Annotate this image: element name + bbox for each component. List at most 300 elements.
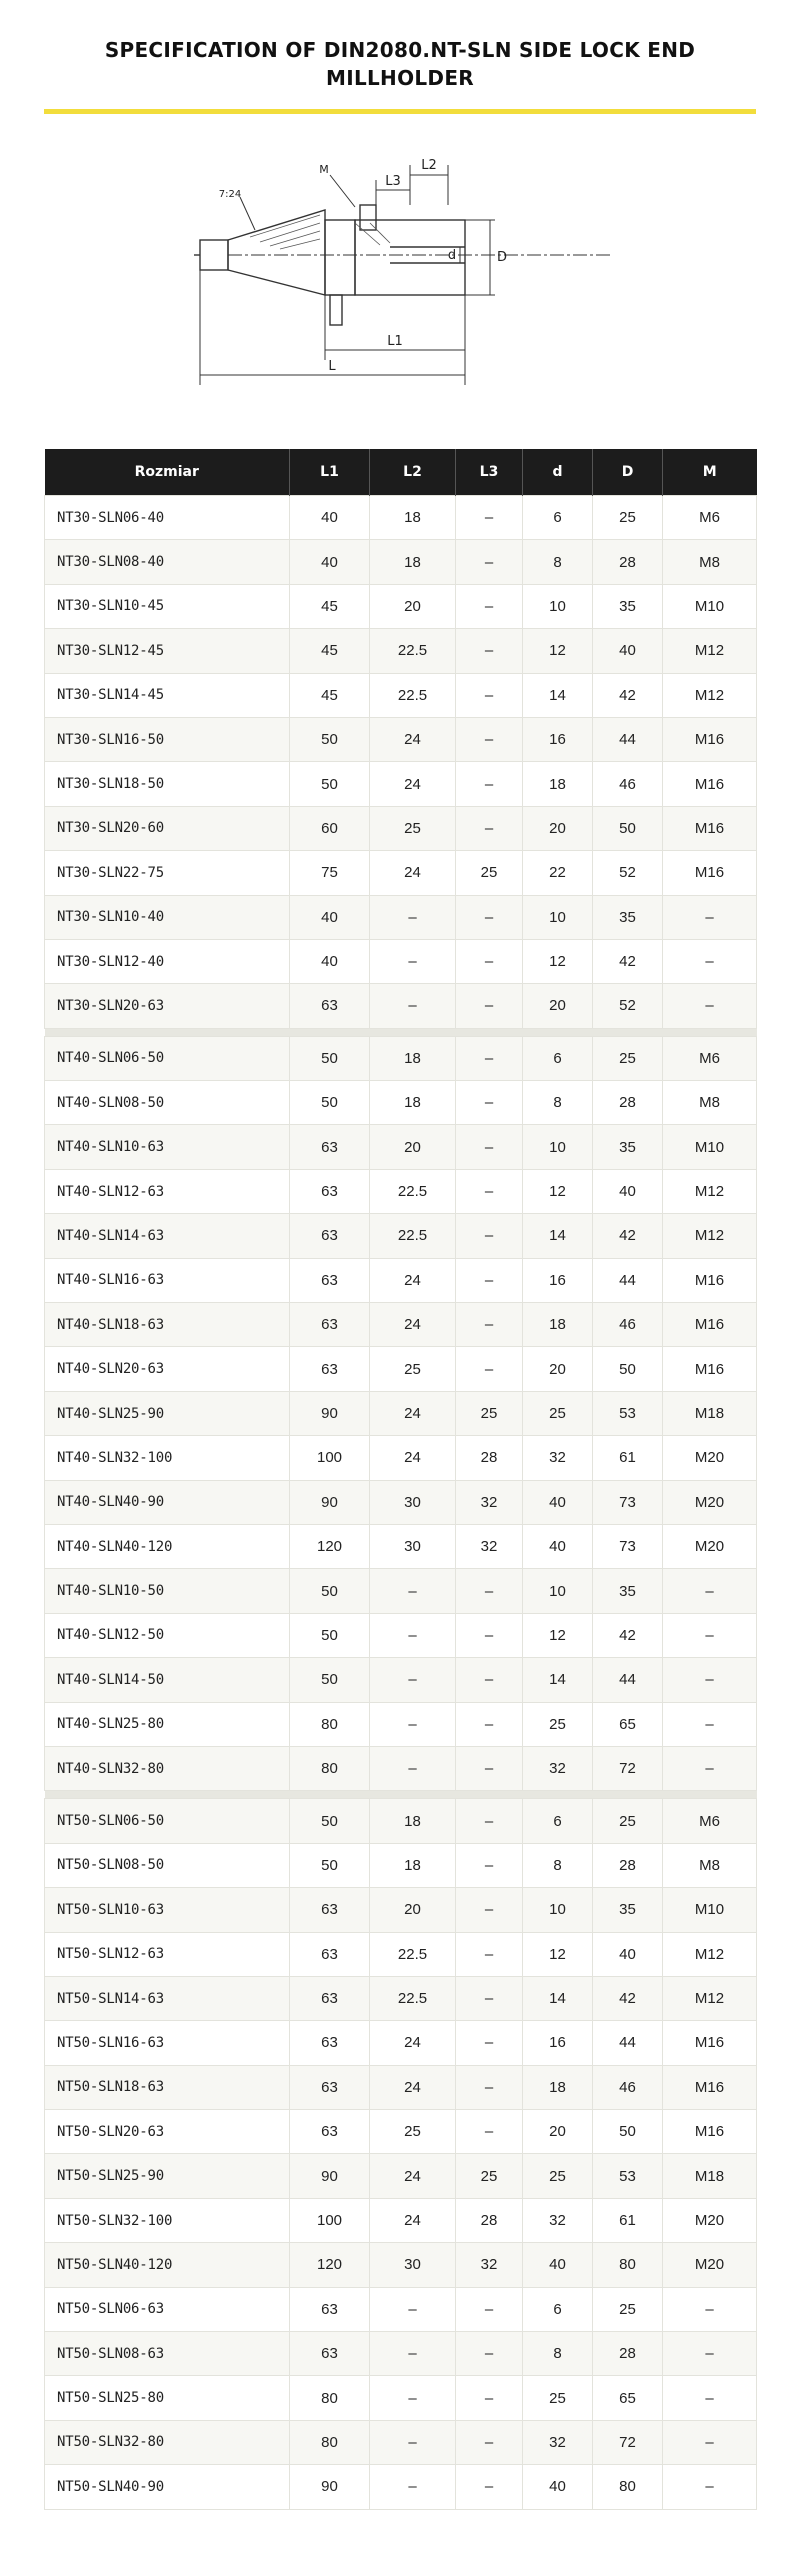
cell-d: 20 bbox=[523, 984, 593, 1028]
cell-m: M12 bbox=[663, 1214, 757, 1258]
cell-size: NT30-SLN08-40 bbox=[45, 540, 290, 584]
cell-size: NT50-SLN14-63 bbox=[45, 1976, 290, 2020]
cell-l3: – bbox=[456, 1613, 523, 1657]
cell-l3: 28 bbox=[456, 2198, 523, 2242]
cell-m: M16 bbox=[663, 851, 757, 895]
cell-D: 72 bbox=[593, 2420, 663, 2464]
cell-l1: 45 bbox=[290, 673, 370, 717]
cell-size: NT40-SLN12-63 bbox=[45, 1169, 290, 1213]
cell-l1: 120 bbox=[290, 1524, 370, 1568]
cell-m: M20 bbox=[663, 1480, 757, 1524]
cell-size: NT50-SLN16-63 bbox=[45, 2021, 290, 2065]
cell-l3: – bbox=[456, 1258, 523, 1302]
cell-l3: – bbox=[456, 2420, 523, 2464]
cell-D: 40 bbox=[593, 1169, 663, 1213]
cell-l2: 24 bbox=[370, 1303, 456, 1347]
cell-l2: – bbox=[370, 1613, 456, 1657]
drawing-label-m: M bbox=[319, 163, 329, 176]
cell-l1: 63 bbox=[290, 1347, 370, 1391]
cell-l3: – bbox=[456, 984, 523, 1028]
cell-l2: 24 bbox=[370, 1391, 456, 1435]
cell-D: 35 bbox=[593, 584, 663, 628]
table-row bbox=[45, 806, 757, 850]
cell-d: 6 bbox=[523, 496, 593, 540]
cell-l3: – bbox=[456, 1658, 523, 1702]
cell-D: 25 bbox=[593, 496, 663, 540]
cell-D: 65 bbox=[593, 1702, 663, 1746]
cell-l1: 63 bbox=[290, 2332, 370, 2376]
table-row bbox=[45, 1658, 757, 1702]
cell-m: – bbox=[663, 984, 757, 1028]
cell-d: 40 bbox=[523, 1524, 593, 1568]
cell-l3: 25 bbox=[456, 851, 523, 895]
cell-l2: 22.5 bbox=[370, 1932, 456, 1976]
cell-m: – bbox=[663, 895, 757, 939]
cell-size: NT40-SLN10-50 bbox=[45, 1569, 290, 1613]
cell-l1: 50 bbox=[290, 1613, 370, 1657]
cell-size: NT50-SLN20-63 bbox=[45, 2110, 290, 2154]
cell-m: – bbox=[663, 2465, 757, 2509]
table-row bbox=[45, 1569, 757, 1613]
cell-l2: 18 bbox=[370, 1799, 456, 1843]
table-row bbox=[45, 1613, 757, 1657]
cell-size: NT50-SLN32-100 bbox=[45, 2198, 290, 2242]
cell-m: – bbox=[663, 1658, 757, 1702]
cell-size: NT30-SLN18-50 bbox=[45, 762, 290, 806]
cell-size: NT50-SLN40-120 bbox=[45, 2243, 290, 2287]
cell-size: NT50-SLN40-90 bbox=[45, 2465, 290, 2509]
cell-l2: – bbox=[370, 1746, 456, 1790]
cell-l1: 63 bbox=[290, 2065, 370, 2109]
cell-m: M16 bbox=[663, 1347, 757, 1391]
cell-l3: – bbox=[456, 1569, 523, 1613]
group-separator bbox=[45, 1028, 757, 1036]
cell-l1: 120 bbox=[290, 2243, 370, 2287]
cell-m: M10 bbox=[663, 1125, 757, 1169]
cell-d: 12 bbox=[523, 1932, 593, 1976]
cell-size: NT40-SLN40-120 bbox=[45, 1524, 290, 1568]
cell-size: NT50-SLN06-63 bbox=[45, 2287, 290, 2331]
cell-D: 73 bbox=[593, 1480, 663, 1524]
cell-m: M18 bbox=[663, 1391, 757, 1435]
cell-d: 18 bbox=[523, 2065, 593, 2109]
drawing-label-l1: L1 bbox=[387, 334, 403, 349]
cell-d: 8 bbox=[523, 540, 593, 584]
cell-d: 12 bbox=[523, 1169, 593, 1213]
cell-d: 25 bbox=[523, 2376, 593, 2420]
cell-l2: – bbox=[370, 1658, 456, 1702]
cell-D: 44 bbox=[593, 1658, 663, 1702]
cell-l1: 45 bbox=[290, 629, 370, 673]
drawing-label-l: L bbox=[328, 359, 336, 374]
cell-l2: – bbox=[370, 2465, 456, 2509]
cell-size: NT40-SLN20-63 bbox=[45, 1347, 290, 1391]
cell-l2: 18 bbox=[370, 496, 456, 540]
cell-l2: – bbox=[370, 2376, 456, 2420]
cell-l1: 63 bbox=[290, 1932, 370, 1976]
cell-l3: – bbox=[456, 1799, 523, 1843]
cell-size: NT30-SLN10-45 bbox=[45, 584, 290, 628]
table-row bbox=[45, 895, 757, 939]
cell-m: M6 bbox=[663, 1036, 757, 1080]
cell-size: NT50-SLN06-50 bbox=[45, 1799, 290, 1843]
table-row bbox=[45, 1036, 757, 1080]
cell-l2: 30 bbox=[370, 1524, 456, 1568]
cell-D: 50 bbox=[593, 2110, 663, 2154]
table-row bbox=[45, 2154, 757, 2198]
cell-D: 61 bbox=[593, 2198, 663, 2242]
cell-l1: 50 bbox=[290, 1843, 370, 1887]
table-row bbox=[45, 540, 757, 584]
table-row bbox=[45, 1214, 757, 1258]
table-row bbox=[45, 2465, 757, 2509]
cell-l1: 63 bbox=[290, 1214, 370, 1258]
cell-m: – bbox=[663, 2287, 757, 2331]
cell-m: – bbox=[663, 2376, 757, 2420]
cell-D: 61 bbox=[593, 1436, 663, 1480]
cell-D: 42 bbox=[593, 1214, 663, 1258]
cell-size: NT50-SLN18-63 bbox=[45, 2065, 290, 2109]
table-body bbox=[45, 496, 757, 2510]
cell-l2: 24 bbox=[370, 762, 456, 806]
cell-d: 22 bbox=[523, 851, 593, 895]
cell-D: 25 bbox=[593, 1036, 663, 1080]
drawing-flange bbox=[200, 240, 228, 270]
cell-m: M12 bbox=[663, 673, 757, 717]
cell-d: 16 bbox=[523, 2021, 593, 2065]
cell-l3: 32 bbox=[456, 1524, 523, 1568]
cell-l2: – bbox=[370, 2287, 456, 2331]
cell-d: 32 bbox=[523, 2198, 593, 2242]
cell-l1: 75 bbox=[290, 851, 370, 895]
cell-D: 42 bbox=[593, 673, 663, 717]
table-row bbox=[45, 1799, 757, 1843]
table-row bbox=[45, 1303, 757, 1347]
cell-l2: 24 bbox=[370, 2065, 456, 2109]
cell-l3: – bbox=[456, 762, 523, 806]
cell-size: NT40-SLN32-100 bbox=[45, 1436, 290, 1480]
drawing-taper bbox=[228, 210, 325, 295]
cell-d: 25 bbox=[523, 1391, 593, 1435]
cell-l2: 20 bbox=[370, 584, 456, 628]
cell-m: M18 bbox=[663, 2154, 757, 2198]
cell-l3: – bbox=[456, 629, 523, 673]
table-row bbox=[45, 939, 757, 983]
cell-m: M12 bbox=[663, 629, 757, 673]
cell-D: 28 bbox=[593, 1843, 663, 1887]
cell-m: M20 bbox=[663, 1436, 757, 1480]
cell-d: 8 bbox=[523, 1081, 593, 1125]
cell-l3: – bbox=[456, 584, 523, 628]
cell-D: 52 bbox=[593, 851, 663, 895]
header-d: d bbox=[523, 449, 593, 496]
cell-m: M16 bbox=[663, 2110, 757, 2154]
cell-D: 35 bbox=[593, 1569, 663, 1613]
cell-l3: – bbox=[456, 1214, 523, 1258]
table-row bbox=[45, 629, 757, 673]
cell-d: 10 bbox=[523, 1125, 593, 1169]
cell-D: 35 bbox=[593, 1125, 663, 1169]
table-row bbox=[45, 762, 757, 806]
cell-l3: – bbox=[456, 1036, 523, 1080]
cell-D: 42 bbox=[593, 1976, 663, 2020]
cell-l2: 24 bbox=[370, 851, 456, 895]
cell-l2: – bbox=[370, 895, 456, 939]
cell-m: M16 bbox=[663, 2065, 757, 2109]
cell-l2: – bbox=[370, 984, 456, 1028]
cell-d: 25 bbox=[523, 1702, 593, 1746]
table-row bbox=[45, 1976, 757, 2020]
header-l1: L1 bbox=[290, 449, 370, 496]
cell-m: M20 bbox=[663, 2198, 757, 2242]
header-D: D bbox=[593, 449, 663, 496]
title-underline bbox=[44, 109, 756, 114]
cell-l3: – bbox=[456, 673, 523, 717]
table-row bbox=[45, 1391, 757, 1435]
table-row bbox=[45, 2287, 757, 2331]
cell-m: M12 bbox=[663, 1169, 757, 1213]
cell-D: 50 bbox=[593, 1347, 663, 1391]
cell-l3: – bbox=[456, 895, 523, 939]
cell-size: NT40-SLN25-80 bbox=[45, 1702, 290, 1746]
header-size: Rozmiar bbox=[45, 449, 290, 496]
cell-d: 6 bbox=[523, 1799, 593, 1843]
cell-D: 44 bbox=[593, 1258, 663, 1302]
drawing-taper-label: 7:24 bbox=[218, 189, 242, 200]
cell-l1: 40 bbox=[290, 939, 370, 983]
cell-l2: – bbox=[370, 1569, 456, 1613]
cell-d: 16 bbox=[523, 717, 593, 761]
cell-size: NT40-SLN10-63 bbox=[45, 1125, 290, 1169]
table-row bbox=[45, 673, 757, 717]
cell-D: 72 bbox=[593, 1746, 663, 1790]
cell-size: NT40-SLN40-90 bbox=[45, 1480, 290, 1524]
cell-l3: – bbox=[456, 1746, 523, 1790]
cell-D: 80 bbox=[593, 2243, 663, 2287]
table-row bbox=[45, 1480, 757, 1524]
cell-d: 20 bbox=[523, 806, 593, 850]
cell-l1: 63 bbox=[290, 2021, 370, 2065]
cell-m: M16 bbox=[663, 717, 757, 761]
cell-size: NT30-SLN14-45 bbox=[45, 673, 290, 717]
cell-D: 28 bbox=[593, 540, 663, 584]
cell-d: 40 bbox=[523, 2465, 593, 2509]
cell-m: M8 bbox=[663, 1081, 757, 1125]
cell-size: NT50-SLN10-63 bbox=[45, 1888, 290, 1932]
cell-l1: 50 bbox=[290, 1081, 370, 1125]
cell-d: 10 bbox=[523, 1569, 593, 1613]
cell-l2: 25 bbox=[370, 1347, 456, 1391]
cell-D: 65 bbox=[593, 2376, 663, 2420]
table-row bbox=[45, 496, 757, 540]
cell-l3: – bbox=[456, 939, 523, 983]
cell-l3: – bbox=[456, 1347, 523, 1391]
cell-l2: 30 bbox=[370, 2243, 456, 2287]
cell-d: 10 bbox=[523, 584, 593, 628]
table-row bbox=[45, 851, 757, 895]
cell-D: 53 bbox=[593, 2154, 663, 2198]
cell-l2: 25 bbox=[370, 2110, 456, 2154]
cell-D: 46 bbox=[593, 1303, 663, 1347]
cell-d: 14 bbox=[523, 1658, 593, 1702]
cell-size: NT30-SLN12-40 bbox=[45, 939, 290, 983]
drawing-drive-slot bbox=[330, 295, 342, 325]
cell-l1: 80 bbox=[290, 2420, 370, 2464]
cell-l1: 80 bbox=[290, 1746, 370, 1790]
cell-size: NT40-SLN18-63 bbox=[45, 1303, 290, 1347]
cell-m: – bbox=[663, 1702, 757, 1746]
cell-size: NT40-SLN16-63 bbox=[45, 1258, 290, 1302]
table-row bbox=[45, 1746, 757, 1790]
cell-m: M16 bbox=[663, 1303, 757, 1347]
cell-m: – bbox=[663, 2420, 757, 2464]
cell-D: 80 bbox=[593, 2465, 663, 2509]
cell-D: 28 bbox=[593, 2332, 663, 2376]
table-row bbox=[45, 1347, 757, 1391]
cell-m: M12 bbox=[663, 1932, 757, 1976]
table-row bbox=[45, 1932, 757, 1976]
cell-size: NT40-SLN06-50 bbox=[45, 1036, 290, 1080]
cell-m: M10 bbox=[663, 1888, 757, 1932]
cell-size: NT30-SLN10-40 bbox=[45, 895, 290, 939]
cell-l3: – bbox=[456, 1169, 523, 1213]
table-row bbox=[45, 2376, 757, 2420]
table-header bbox=[45, 449, 757, 496]
cell-l1: 90 bbox=[290, 1391, 370, 1435]
cell-l2: 18 bbox=[370, 1843, 456, 1887]
cell-d: 32 bbox=[523, 1436, 593, 1480]
cell-d: 20 bbox=[523, 2110, 593, 2154]
cell-d: 16 bbox=[523, 1258, 593, 1302]
cell-l3: – bbox=[456, 540, 523, 584]
header-l3: L3 bbox=[456, 449, 523, 496]
cell-l2: 20 bbox=[370, 1888, 456, 1932]
cell-D: 25 bbox=[593, 1799, 663, 1843]
cell-l3: – bbox=[456, 2110, 523, 2154]
cell-D: 46 bbox=[593, 2065, 663, 2109]
drawing-label-l2: L2 bbox=[421, 158, 437, 173]
table-row bbox=[45, 2243, 757, 2287]
spec-table bbox=[44, 449, 757, 2510]
page-title: SPECIFICATION OF DIN2080.NT-SLN SIDE LOCK END MILLHOLDER bbox=[104, 38, 696, 90]
cell-l1: 63 bbox=[290, 1125, 370, 1169]
cell-l2: 18 bbox=[370, 540, 456, 584]
cell-size: NT40-SLN14-50 bbox=[45, 1658, 290, 1702]
table-row bbox=[45, 2065, 757, 2109]
cell-m: M16 bbox=[663, 2021, 757, 2065]
cell-d: 18 bbox=[523, 1303, 593, 1347]
cell-l1: 63 bbox=[290, 2287, 370, 2331]
drawing-label-l3: L3 bbox=[385, 174, 401, 189]
header-l2: L2 bbox=[370, 449, 456, 496]
drawing-label-D: D bbox=[496, 250, 508, 265]
cell-l3: 25 bbox=[456, 1391, 523, 1435]
header-m: M bbox=[663, 449, 757, 496]
cell-d: 12 bbox=[523, 939, 593, 983]
cell-m: M12 bbox=[663, 1976, 757, 2020]
table-row bbox=[45, 1843, 757, 1887]
cell-d: 10 bbox=[523, 895, 593, 939]
cell-l3: – bbox=[456, 496, 523, 540]
cell-l2: 22.5 bbox=[370, 629, 456, 673]
cell-d: 20 bbox=[523, 1347, 593, 1391]
cell-d: 32 bbox=[523, 1746, 593, 1790]
millholder-drawing bbox=[190, 145, 650, 415]
cell-l2: 22.5 bbox=[370, 1214, 456, 1258]
cell-l1: 100 bbox=[290, 1436, 370, 1480]
cell-l3: – bbox=[456, 1702, 523, 1746]
cell-d: 6 bbox=[523, 2287, 593, 2331]
cell-l1: 80 bbox=[290, 2376, 370, 2420]
cell-l2: 24 bbox=[370, 2154, 456, 2198]
cell-d: 40 bbox=[523, 1480, 593, 1524]
cell-l3: – bbox=[456, 1976, 523, 2020]
cell-size: NT40-SLN12-50 bbox=[45, 1613, 290, 1657]
cell-m: M10 bbox=[663, 584, 757, 628]
cell-l2: 20 bbox=[370, 1125, 456, 1169]
cell-size: NT30-SLN20-60 bbox=[45, 806, 290, 850]
cell-m: – bbox=[663, 2332, 757, 2376]
cell-D: 35 bbox=[593, 895, 663, 939]
cell-l1: 50 bbox=[290, 1036, 370, 1080]
cell-l1: 80 bbox=[290, 1702, 370, 1746]
cell-m: M16 bbox=[663, 1258, 757, 1302]
cell-l2: 22.5 bbox=[370, 673, 456, 717]
group-separator-cell bbox=[45, 1791, 757, 1799]
table-row bbox=[45, 1436, 757, 1480]
cell-l2: 22.5 bbox=[370, 1169, 456, 1213]
cell-l3: – bbox=[456, 1888, 523, 1932]
cell-l1: 50 bbox=[290, 717, 370, 761]
cell-size: NT30-SLN16-50 bbox=[45, 717, 290, 761]
cell-D: 50 bbox=[593, 806, 663, 850]
cell-l1: 50 bbox=[290, 1658, 370, 1702]
cell-l3: – bbox=[456, 717, 523, 761]
cell-l1: 50 bbox=[290, 1569, 370, 1613]
cell-d: 25 bbox=[523, 2154, 593, 2198]
cell-m: – bbox=[663, 939, 757, 983]
table-row bbox=[45, 1081, 757, 1125]
cell-d: 18 bbox=[523, 762, 593, 806]
cell-l3: – bbox=[456, 2287, 523, 2331]
cell-size: NT30-SLN06-40 bbox=[45, 496, 290, 540]
cell-l3: 25 bbox=[456, 2154, 523, 2198]
cell-l1: 40 bbox=[290, 895, 370, 939]
cell-l3: – bbox=[456, 806, 523, 850]
cell-l1: 63 bbox=[290, 1169, 370, 1213]
table-row bbox=[45, 1524, 757, 1568]
cell-D: 40 bbox=[593, 1932, 663, 1976]
cell-l1: 40 bbox=[290, 540, 370, 584]
cell-l2: 25 bbox=[370, 806, 456, 850]
cell-m: – bbox=[663, 1746, 757, 1790]
cell-l3: – bbox=[456, 2465, 523, 2509]
cell-d: 8 bbox=[523, 1843, 593, 1887]
cell-size: NT50-SLN12-63 bbox=[45, 1932, 290, 1976]
cell-l3: 32 bbox=[456, 2243, 523, 2287]
cell-l3: – bbox=[456, 2332, 523, 2376]
group-separator-cell bbox=[45, 1028, 757, 1036]
cell-D: 28 bbox=[593, 1081, 663, 1125]
table-row bbox=[45, 1702, 757, 1746]
cell-l1: 50 bbox=[290, 762, 370, 806]
cell-m: M16 bbox=[663, 762, 757, 806]
cell-size: NT40-SLN25-90 bbox=[45, 1391, 290, 1435]
cell-d: 12 bbox=[523, 1613, 593, 1657]
cell-size: NT30-SLN20-63 bbox=[45, 984, 290, 1028]
cell-l1: 63 bbox=[290, 984, 370, 1028]
cell-m: M8 bbox=[663, 540, 757, 584]
